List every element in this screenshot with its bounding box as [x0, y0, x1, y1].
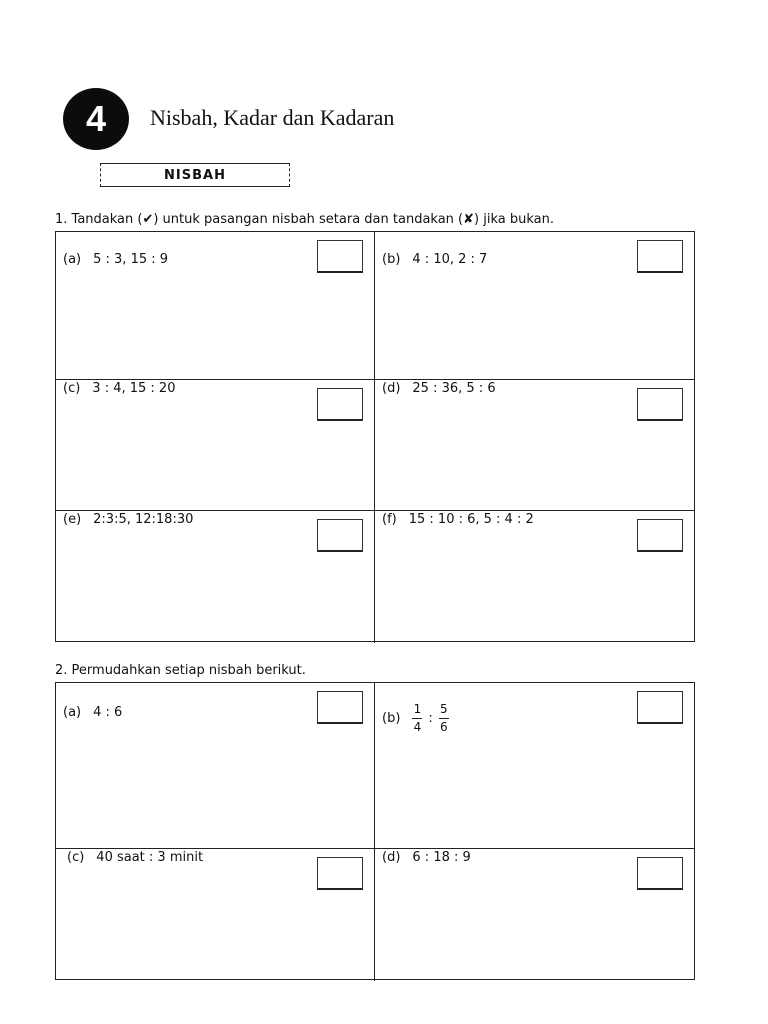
item-label: (d): [382, 850, 401, 865]
item-text: 5 : 3, 15 : 9: [93, 252, 169, 267]
answer-box[interactable]: [317, 857, 363, 890]
item-text: 3 : 4, 15 : 20: [92, 381, 176, 396]
item-text: 40 saat : 3 minit: [96, 850, 204, 865]
answer-box[interactable]: [637, 240, 683, 273]
item-label: (a): [63, 705, 82, 720]
ratio-separator: :: [428, 711, 433, 726]
q2-cell-d: [375, 849, 694, 981]
item-text: 6 : 18 : 9: [412, 850, 471, 865]
fraction-1: $\frac{1}{4}$: [413, 702, 422, 734]
question-1-grid: [55, 231, 695, 642]
q1-cell-e: [56, 511, 375, 643]
fraction-2: $\frac{5}{6}$: [439, 702, 448, 734]
answer-box[interactable]: [317, 691, 363, 724]
item-text: 25 : 36, 5 : 6: [412, 381, 496, 396]
answer-box[interactable]: [637, 519, 683, 552]
chapter-number-badge: [63, 88, 129, 150]
q1-cell-c: [56, 380, 375, 511]
question-1-instruction: 1. Tandakan (✔) untuk pasangan nisbah setara dan tandakan (✘) jika bukan.: [55, 212, 554, 227]
item-label: (d): [382, 381, 401, 396]
section-label-text: NISBAH: [164, 167, 226, 183]
item-label: (c): [63, 381, 81, 396]
answer-box[interactable]: [637, 691, 683, 724]
q1-cell-d: [375, 380, 694, 511]
chapter-number: 4: [85, 98, 107, 139]
item-text: 4 : 10, 2 : 7: [412, 252, 488, 267]
ratio-expression: [412, 703, 448, 734]
answer-box[interactable]: [317, 240, 363, 273]
question-2-grid: [55, 682, 695, 980]
item-label: (f): [382, 512, 397, 527]
item-label: (a): [63, 252, 82, 267]
chapter-title: Nisbah, Kadar dan Kadaran: [150, 105, 395, 130]
answer-box[interactable]: [637, 857, 683, 890]
answer-box[interactable]: [317, 388, 363, 421]
answer-box[interactable]: [317, 519, 363, 552]
answer-box[interactable]: [637, 388, 683, 421]
item-text: 2:3:5, 12:18:30: [93, 512, 194, 527]
item-label: (e): [63, 512, 82, 527]
q2-cell-c: [56, 849, 375, 981]
item-label: (b): [382, 711, 401, 726]
item-text: 4 : 6: [93, 705, 123, 720]
q1-cell-b: [375, 232, 694, 380]
question-2-instruction: 2. Permudahkan setiap nisbah berikut.: [55, 663, 306, 678]
section-label: [100, 163, 290, 187]
q1-cell-f: [375, 511, 694, 643]
q2-cell-a: [56, 683, 375, 849]
item-label: (b): [382, 252, 401, 267]
q2-cell-b: [375, 683, 694, 849]
item-label: (c): [67, 850, 85, 865]
q1-cell-a: [56, 232, 375, 380]
item-text: 15 : 10 : 6, 5 : 4 : 2: [408, 512, 534, 527]
